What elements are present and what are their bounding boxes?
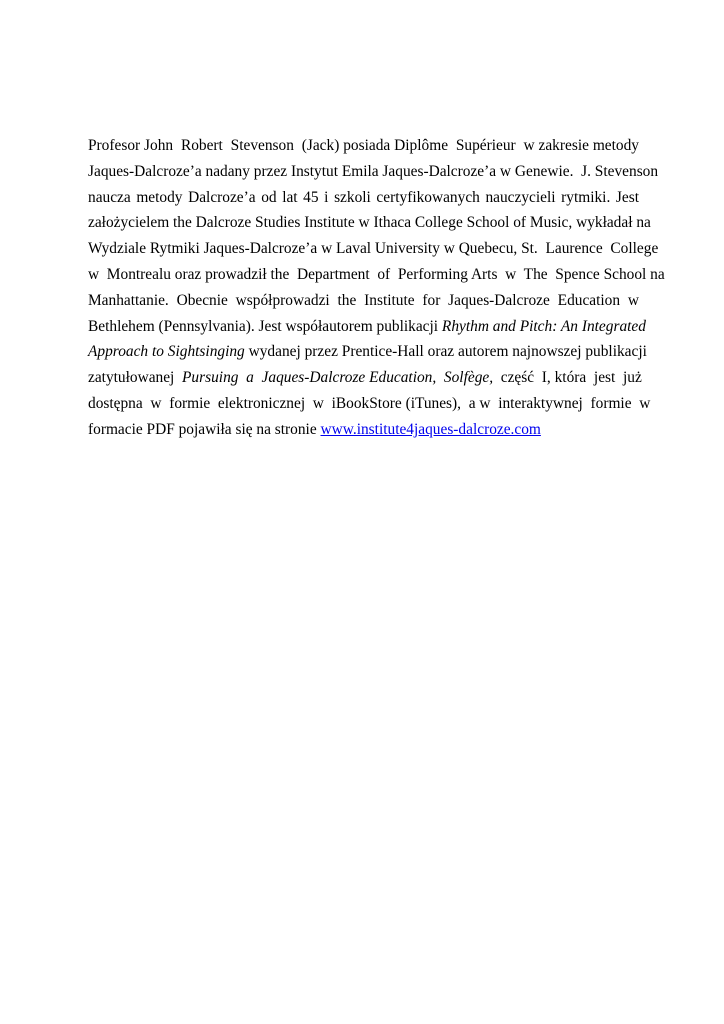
paragraph-line bbox=[88, 159, 659, 185]
paragraph-line bbox=[88, 185, 639, 211]
paragraph-text: Jaques-Dalcroze’a nadany przez Instytut Emila Jaques-Dalcroze’a w Genewie. J. Stevenson bbox=[88, 162, 659, 180]
paragraph-text: w Montrealu oraz prowadził the Department of Performing Arts w The Spence School na bbox=[88, 265, 665, 283]
paragraph-line bbox=[88, 210, 651, 236]
paragraph-text: dostępna w formie elektronicznej w iBookStore (iTunes), a w interaktywnej formie w bbox=[88, 394, 651, 412]
book-title-text: Approach to Sightsinging bbox=[88, 343, 245, 361]
paragraph-line bbox=[88, 365, 642, 391]
paragraph-text: założycielem the Dalcroze Studies Institute w Ithaca College School of Music, wykładał na bbox=[88, 214, 651, 232]
paragraph-line bbox=[88, 133, 639, 159]
body-paragraph bbox=[88, 133, 665, 443]
paragraph-text: wydanej przez Prentice-Hall oraz autorem najnowszej publikacji bbox=[244, 343, 647, 361]
paragraph-text: Manhattanie. Obecnie współprowadzi the Institute for Jaques-Dalcroze Education w bbox=[88, 291, 639, 309]
book-title-text: Rhythm and Pitch: An Integrated bbox=[441, 317, 646, 335]
paragraph-text: naucza metody Dalcroze’a od lat 45 i szkoli certyfikowanych nauczycieli rytmiki. Jest bbox=[88, 188, 639, 206]
paragraph-line bbox=[88, 391, 651, 417]
paragraph-text: Profesor John Robert Stevenson (Jack) posiada Diplôme Supérieur w zakresie metody bbox=[88, 137, 639, 154]
paragraph-line bbox=[88, 339, 647, 365]
paragraph-line bbox=[88, 236, 659, 262]
paragraph-text: zatytułowanej bbox=[88, 369, 183, 387]
paragraph-line bbox=[88, 262, 665, 288]
paragraph-line bbox=[88, 288, 639, 314]
paragraph-text: Wydziale Rytmiki Jaques-Dalcroze’a w Laval University w Quebecu, St. Laurence College bbox=[88, 240, 659, 258]
paragraph-line bbox=[88, 314, 646, 340]
paragraph-text: Bethlehem (Pennsylvania). Jest współautorem publikacji bbox=[88, 317, 442, 335]
paragraph-text: formacie PDF pojawiła się na stronie bbox=[88, 420, 321, 438]
book-title-text: Pursuing a Jaques-Dalcroze Education, Solfège, bbox=[182, 369, 494, 387]
website-link[interactable]: www.institute4jaques-dalcroze.com bbox=[320, 420, 541, 438]
paragraph-line bbox=[88, 417, 639, 443]
paragraph-text: część I, która jest już bbox=[493, 369, 642, 387]
